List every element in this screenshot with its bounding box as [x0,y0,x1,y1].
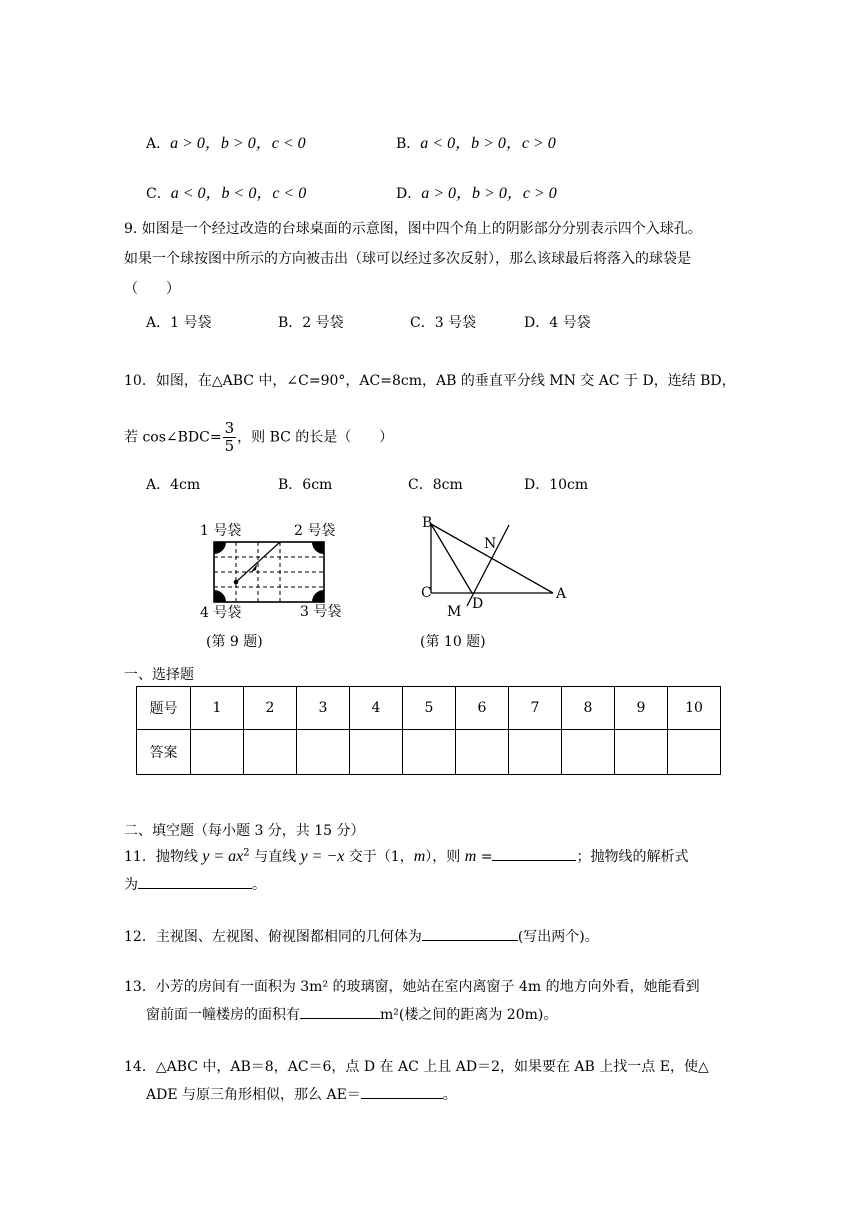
q8-option-a [146,130,306,153]
answer-table-number: 10 [668,687,721,730]
fig10-label-d: D [472,596,484,612]
q8-option-c-letter: C． [146,186,171,202]
section2-title: 二、填空题（每小题 3 分，共 15 分） [124,823,365,839]
q14-line1: 14．△ABC 中，AB＝8，AC＝6，点 D 在 AC 上且 AD＝2，如果要在 AB 上找一点 E，使△ [124,1059,709,1075]
q11-mid4: = [476,849,493,865]
q8-option-c-expr: a < 0，b < 0，c < 0 [170,185,307,202]
q8-option-a-letter: A． [146,136,171,152]
fig9-label-pocket-2: 2 号袋 [294,523,336,539]
answer-table-answer-label: 答案 [137,730,191,775]
q13-line1: 13．小芳的房间有一面积为 3m² 的玻璃窗，她站在室内离窗子 4m 的地方向外看，她能看到 [124,979,700,995]
figure-9-billiard-table [190,514,360,654]
figure-10-triangle [410,510,580,655]
fig9-label-pocket-4: 4 号袋 [200,605,242,621]
q11-line2-post: 。 [252,877,266,893]
q12-blank[interactable] [422,926,518,941]
q9-line3: （ ） [124,281,180,297]
fig10-label-a: A [556,586,567,602]
q12-pre: 12．主视图、左视图、俯视图都相同的几何体为 [124,929,422,945]
q13-blank[interactable] [300,1004,380,1019]
q9-option-a: A．1 号袋 [146,315,212,331]
answer-cell[interactable] [403,730,456,775]
answer-table [136,686,721,775]
answer-cell[interactable] [456,730,509,775]
q11-m: m [413,848,426,865]
answer-table-number: 4 [350,687,403,730]
answer-cell[interactable] [244,730,297,775]
q10-fraction [223,420,237,455]
q10-fraction-denominator: 5 [224,437,235,455]
answer-cell[interactable] [562,730,615,775]
pocket-3-icon [312,590,324,602]
q9-line1: 9. 如图是一个经过改造的台球桌面的示意图，图中四个角上的阴影部分分别表示四个入球孔。 [124,221,702,237]
q11-line-eq: y = −x [300,848,345,865]
q13-line2 [146,1004,557,1024]
answer-table-number: 1 [191,687,244,730]
answer-table-number: 8 [562,687,615,730]
fig10-label-b: B [422,515,433,531]
q8-option-a-expr: a > 0，b > 0，c < 0 [170,135,306,152]
q8-option-d-expr: a > 0，b > 0，c > 0 [421,185,557,202]
q8-option-b-letter: B． [396,136,421,152]
q11-pre: 11．抛物线 [124,849,203,865]
answer-table-number: 5 [403,687,456,730]
answer-table-header-label: 题号 [137,687,191,730]
q11-blank-m[interactable] [492,846,576,861]
fig10-label-n: N [484,536,497,552]
answer-table-header-row [137,687,721,730]
fig9-caption: (第 9 题) [206,634,263,650]
q10-line2-pre: 若 cos∠BDC= [124,429,222,446]
q11-mid: 与直线 [249,849,301,865]
q11-line2-pre: 为 [124,877,138,893]
q10-fraction-numerator: 3 [224,419,235,437]
q8-option-c [146,180,306,203]
q14-line2-post: 。 [442,1087,457,1103]
q14-blank[interactable] [361,1084,443,1099]
section1-title: 一、选择题 [124,667,194,683]
fig9-label-pocket-3: 3 号袋 [300,604,342,620]
q8-option-b-expr: a < 0，b > 0，c > 0 [420,135,556,152]
q8-option-d [396,180,557,203]
answer-cell[interactable] [668,730,721,775]
answer-cell[interactable] [350,730,403,775]
answer-cell[interactable] [297,730,350,775]
pocket-1-icon [214,542,226,554]
q14-line2 [146,1084,457,1104]
fig9-table [214,542,324,602]
q12 [124,926,599,946]
q13-line2-post: m²(楼之间的距离为 20m)。 [380,1007,558,1023]
q14-line2-pre: ADE 与原三角形相似，那么 AE＝ [146,1087,361,1103]
q10-option-a: A．4cm [146,477,201,493]
answer-table-number: 6 [456,687,509,730]
pocket-2-icon [312,542,324,554]
answer-table-number: 7 [509,687,562,730]
q11-m2: m [464,848,477,865]
q10-option-b: B．6cm [278,477,333,493]
q8-option-b [396,130,556,153]
q10-line1: 10．如图，在△ABC 中，∠C=90°，AC=8cm，AB 的垂直平分线 MN 交 AC 于 D，连结 BD， [124,373,736,389]
q11-parabola-eq: y = ax [202,848,244,865]
answer-cell[interactable] [509,730,562,775]
q11-exponent: 2 [243,847,250,859]
q11-line1 [124,846,688,866]
pocket-4-icon [214,590,226,602]
q9-option-b: B．2 号袋 [278,315,344,331]
ball-icon [234,580,239,585]
q10-line2-post: ，则 BC 的长是（ ） [237,429,394,446]
q11-blank-expression[interactable] [138,874,252,889]
answer-table-answer-row [137,730,721,775]
q11-mid2: 交于（1， [344,849,414,865]
q12-post: (写出两个)。 [517,929,599,945]
answer-cell[interactable] [615,730,668,775]
q9-option-c: C．3 号袋 [410,315,477,331]
q8-option-d-letter: D． [396,186,422,202]
fig10-label-m: M [447,604,462,620]
fig9-label-pocket-1: 1 号袋 [200,523,242,539]
q11-tail: ；抛物线的解析式 [576,849,689,865]
q10-option-d: D．10cm [524,477,589,493]
q10-option-c: C．8cm [408,477,463,493]
q13-line2-pre: 窗前面一幢楼房的面积有 [146,1007,300,1023]
answer-cell[interactable] [191,730,244,775]
answer-table-number: 3 [297,687,350,730]
q11-line2 [124,874,266,894]
answer-table-number: 9 [615,687,668,730]
fig10-label-c: C [421,585,432,601]
fig10-caption: (第 10 题) [420,634,486,650]
answer-table-number: 2 [244,687,297,730]
q9-option-d: D．4 号袋 [524,315,591,331]
q10-line2 [124,420,393,455]
q11-mid3: ），则 [425,849,465,865]
q9-line2: 如果一个球按图中所示的方向被击出（球可以经过多次反射），那么该球最后将落入的球袋是 [124,251,691,267]
